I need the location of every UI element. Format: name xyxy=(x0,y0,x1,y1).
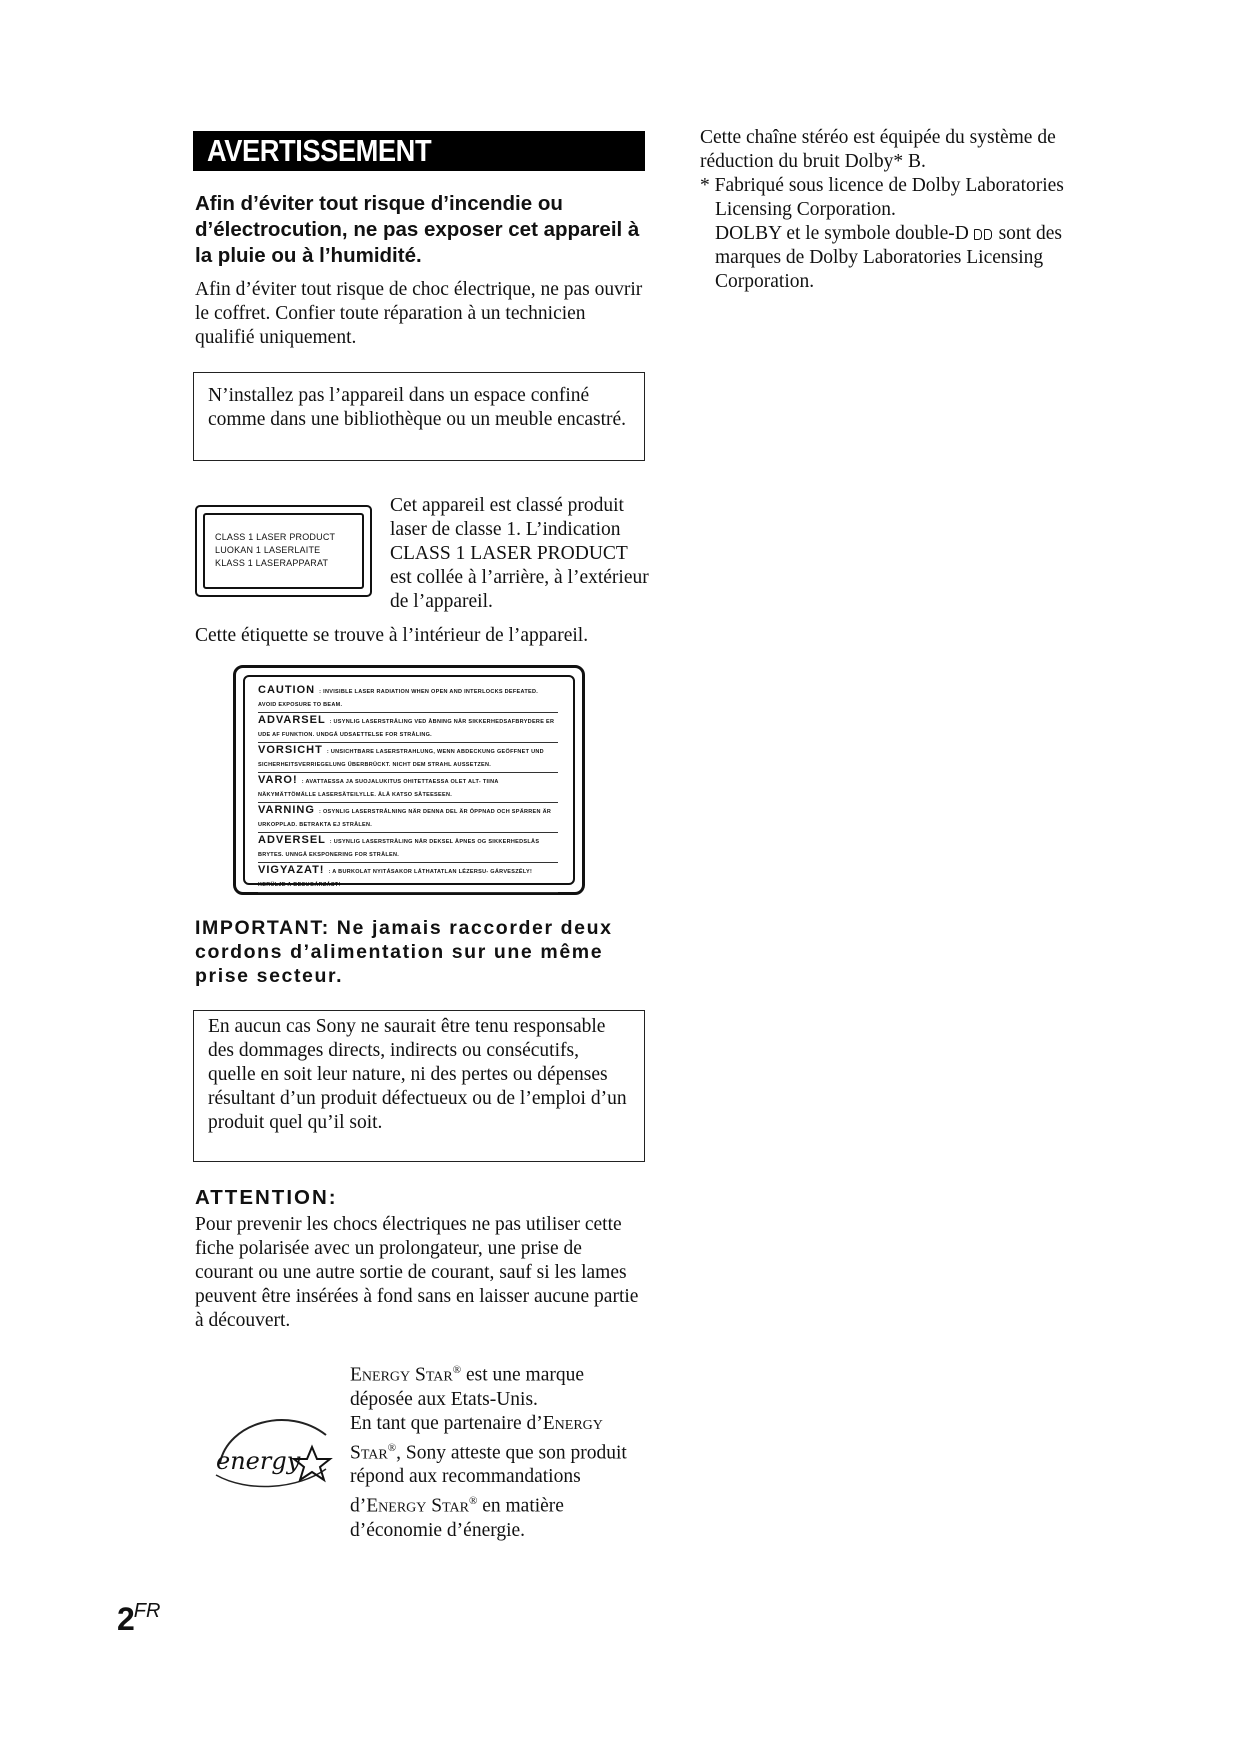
energy-star-logo-svg xyxy=(208,1405,338,1497)
warning-title: AVERTISSEMENT xyxy=(207,133,432,168)
liability-notice-box xyxy=(193,1010,645,1162)
energy-star-brand: Energy Star xyxy=(350,1412,603,1463)
laser-label-line: KLASS 1 LASERAPPARAT xyxy=(215,558,329,568)
laser-caution-label xyxy=(233,665,585,895)
class1-laser-label xyxy=(195,505,372,597)
warning-title-bar xyxy=(193,131,645,171)
energy-star-brand: Energy Star xyxy=(350,1364,453,1386)
energy-star-brand: Energy Star xyxy=(366,1495,469,1517)
install-notice-text: N’installez pas l’appareil dans un espace confiné comme dans une bibliothèque ou un meuble encastré. xyxy=(208,385,627,430)
install-notice-box xyxy=(193,372,645,461)
label-location-text: Cette étiquette se trouve à l’intérieur de l’appareil. xyxy=(195,625,589,646)
warning-heading: Afin d’éviter tout risque d’incendie ou d’électrocution, ne pas exposer cet appareil à la pluie ou à l’humidité. xyxy=(195,192,640,267)
caution-row: ADVERSEL : USYNLIG LASERSTRÅLING NÅR DEKSEL ÅPNES OG SIKKERHEDSLÅS BRYTES. UNNGÅ EKSPONERING FOR STRÅLEN. xyxy=(258,835,558,863)
caution-row: ADVARSEL : USYNLIG LASERSTRÅLING VED ÅBNING NÅR SIKKERHEDSAFBRYDERE ER UDE AF FUNKTION. UNDGÅ UDSAETTELSE FOR STRÅLING. xyxy=(258,715,558,743)
important-notice: IMPORTANT: Ne jamais raccorder deux cordons d’alimentation sur une même prise secteur. xyxy=(195,917,613,987)
energy-logo-text: energy xyxy=(216,1447,301,1475)
laser-label-line: LUOKAN 1 LASERLAITE xyxy=(215,545,321,555)
attention-body: Pour prevenir les chocs électriques ne pas utiliser cette fiche polarisée avec un prolongateur, une prise de courant ou une autre sortie de courant, sauf si les lames peuvent être insérées à fond sans en laisser aucune partie à découvert. xyxy=(195,1214,639,1331)
caution-row: VARO! : AVATTAESSA JA SUOJALUKITUS OHITETTAESSA OLET ALT- TIINA NÄKYMÄTTÖMÄLLE LASERSÄTEILYLLE. ÄLÄ KATSO SÄTEESEEN. xyxy=(258,775,558,803)
energy-star-text: Energy Star® est une marque déposée aux Etats-Unis. En tant que partenaire d’Energy Star®, Sony atteste que son produit répond aux recommandations d’Energy Star® en matière d’économie d’énergie. xyxy=(350,1364,627,1541)
caution-row: VARNING : OSYNLIG LASERSTRÅLNING NÄR DENNA DEL ÄR ÖPPNAD OCH SPÄRREN ÄR URKOPPLAD. BETRAKTA EJ STRÅLEN. xyxy=(258,805,558,833)
liability-notice-text: En aucun cas Sony ne saurait être tenu responsable des dommages directs, indirects ou consécutifs, quelle en soit leur nature, ni des pertes ou dépenses résultant d’un produit défectueux ou de l’emploi d’un produit quel qu’il soit. xyxy=(208,1016,627,1133)
attention-heading: ATTENTION: xyxy=(195,1186,338,1209)
dolby-notice xyxy=(700,126,1100,294)
caution-row: VORSICHT : UNSICHTBARE LASERSTRAHLUNG, WENN ABDECKUNG GEÖFFNET UND SICHERHEITSVERRIEGELUNG ÜBERBRÜCKT. NICHT DEM STRAHL AUSSETZEN. xyxy=(258,745,558,773)
warning-body: Afin d’éviter tout risque de choc électrique, ne pas ouvrir le coffret. Confier toute réparation à un technicien qualifié uniquement. xyxy=(195,279,643,348)
caution-row: VIGYAZAT! : A BURKOLAT NYITÁSAKOR LÁTHATATLAN LÉZERSU- GÁRVESZÉLY! KERÜLJE A BESUGÁRZÁST! xyxy=(258,865,558,893)
dolby-double-d-icon xyxy=(974,223,994,244)
dolby-intro: Cette chaîne stéréo est équipée du système de réduction du bruit Dolby* B. xyxy=(700,127,1056,172)
dolby-footnote: * Fabriqué sous licence de Dolby Laboratories Licensing Corporation. xyxy=(700,175,1064,220)
page-number: 2FR xyxy=(117,1600,161,1637)
laser-label-line: CLASS 1 LASER PRODUCT xyxy=(215,532,336,542)
laser-description: Cet appareil est classé produit laser de classe 1. L’indication CLASS 1 LASER PRODUCT est collée à l’arrière, à l’extérieur de l’appareil. xyxy=(390,495,649,612)
caution-row: CAUTION : INVISIBLE LASER RADIATION WHEN OPEN AND INTERLOCKS DEFEATED. AVOID EXPOSURE TO BEAM. xyxy=(258,685,558,713)
dolby-trademark: DOLBY et le symbole double-D sont des marques de Dolby Laboratories Licensing Corporation. xyxy=(715,223,1062,292)
energy-star-logo xyxy=(208,1405,338,1497)
